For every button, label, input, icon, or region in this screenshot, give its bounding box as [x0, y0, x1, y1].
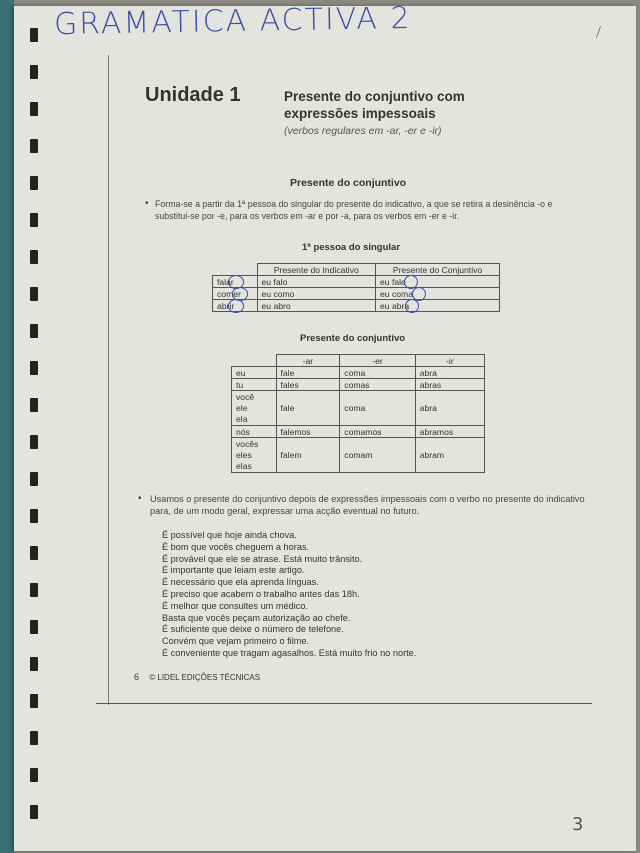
- bullet-marker: •: [145, 198, 149, 209]
- spiral-ring: [30, 28, 38, 42]
- table-cell: abras: [415, 379, 484, 391]
- table-cell: fale: [276, 367, 340, 379]
- frame-line-bottom: [96, 703, 592, 704]
- list-item: É bom que vocês cheguem a horas.: [162, 541, 310, 552]
- ink-circle-ending: [405, 299, 419, 313]
- example-sentences: [162, 530, 416, 660]
- spiral-ring: [30, 361, 38, 375]
- formation-rule-text: Forma-se a partir da 1ª pessoa do singular do presente do indicativo, a que se retira a desinência -o e substitui-se por -e, para os verbos em -ar e por -a, para os verbos em -er e -ir.: [155, 199, 553, 221]
- table1-title: 1ª pessoa do singular: [302, 242, 401, 253]
- table-cell: abra: [415, 367, 484, 379]
- spiral-ring: [30, 620, 38, 634]
- spiral-ring: [30, 65, 38, 79]
- usage-rule-text: Usamos o presente do conjuntivo depois de expressões impessoais com o verbo no presente do indicativo para, de um modo geral, expressar uma acção eventual no futuro.: [150, 494, 585, 516]
- table-row: [213, 300, 500, 312]
- table-cell: fales: [276, 379, 340, 391]
- table2-header-cell: -ir: [415, 355, 484, 367]
- table-row: [213, 288, 500, 300]
- handwritten-page-number: 3: [572, 814, 584, 835]
- table-cell: comamos: [340, 426, 415, 438]
- table-cell: falemos: [276, 426, 340, 438]
- table-row: [232, 438, 485, 473]
- page-footer: [134, 672, 260, 682]
- table-cell: eu como: [257, 288, 376, 300]
- handwritten-title: GRAMATICA ACTIVA 2: [53, 0, 412, 43]
- list-item: É conveniente que tragam agasalhos. Está muito frio no norte.: [162, 647, 417, 658]
- table-cell: vocês eles elas: [232, 438, 277, 473]
- spiral-ring: [30, 768, 38, 782]
- spiral-ring: [30, 694, 38, 708]
- table2-header-cell: -er: [340, 355, 415, 367]
- spiral-ring: [30, 657, 38, 671]
- spiral-ring: [30, 139, 38, 153]
- conjugation-table: [231, 354, 485, 473]
- table-cell: abra: [415, 391, 484, 426]
- list-item: É melhor que consultes um médico.: [162, 600, 309, 611]
- unit-number: Unidade 1: [145, 84, 241, 106]
- table-cell: falem: [276, 438, 340, 473]
- spiral-ring: [30, 805, 38, 819]
- table2-title: Presente do conjuntivo: [300, 333, 406, 344]
- unit-subtitle: (verbos regulares em -ar, -er e -ir): [284, 125, 442, 137]
- table-row: [232, 391, 485, 426]
- table-cell: nós: [232, 426, 277, 438]
- spiral-ring: [30, 287, 38, 301]
- spiral-ring: [30, 398, 38, 412]
- table-row: [232, 426, 485, 438]
- table-cell: eu coma: [376, 288, 500, 300]
- table1-header-cell: Presente do Conjuntivo: [376, 264, 500, 276]
- spiral-ring: [30, 102, 38, 116]
- table-cell: abramos: [415, 426, 484, 438]
- table-cell: abram: [415, 438, 484, 473]
- list-item: É suficiente que deixe o número de telefone.: [162, 624, 344, 635]
- spiral-ring: [30, 324, 38, 338]
- spiral-ring: [30, 472, 38, 486]
- unit-title: Presente do conjuntivo com expressões impessoais: [284, 89, 465, 121]
- spiral-ring: [30, 176, 38, 190]
- spiral-ring: [30, 731, 38, 745]
- table1-header-cell: [213, 264, 258, 276]
- table-cell: eu abro: [257, 300, 376, 312]
- bullet-marker: •: [138, 493, 142, 504]
- table1-header-row: [213, 264, 500, 276]
- table-cell: eu falo: [257, 276, 376, 288]
- table-cell: eu: [232, 367, 277, 379]
- list-item: É preciso que acabem o trabalho antes das 18h.: [162, 588, 360, 599]
- list-item: É possível que hoje ainda chova.: [162, 530, 297, 540]
- page-number: 6: [134, 672, 140, 682]
- table-row: [213, 276, 500, 288]
- table-cell: coma: [340, 367, 415, 379]
- frame-line-left: [108, 55, 109, 705]
- table-cell: você ele ela: [232, 391, 277, 426]
- spiral-ring: [30, 435, 38, 449]
- table2-header-row: [232, 355, 485, 367]
- table2-header-cell: -ar: [276, 355, 340, 367]
- table-cell: comam: [340, 438, 415, 473]
- table-row: [232, 367, 485, 379]
- ink-circle-ending: [228, 299, 244, 313]
- publisher-credit: © LIDEL EDIÇÕES TÉCNICAS: [149, 673, 261, 682]
- table-cell: coma: [340, 391, 415, 426]
- spiral-ring: [30, 583, 38, 597]
- table-cell: falar: [213, 276, 258, 288]
- list-item: É necessário que ela aprenda línguas.: [162, 577, 319, 588]
- table-cell: eu abra: [376, 300, 500, 312]
- binder-edge: [0, 0, 14, 853]
- table-row: [232, 379, 485, 391]
- table-cell: fale: [276, 391, 340, 426]
- table1-header-cell: Presente do Indicativo: [257, 264, 376, 276]
- list-item: É provável que ele se atrase. Está muito trânsito.: [162, 553, 363, 564]
- table2-header-cell: [232, 355, 277, 367]
- table-cell: comas: [340, 379, 415, 391]
- spiral-ring: [30, 546, 38, 560]
- spiral-ring: [30, 250, 38, 264]
- section-title: Presente do conjuntivo: [290, 177, 407, 189]
- table-cell: abrir: [213, 300, 258, 312]
- spiral-ring: [30, 509, 38, 523]
- table-cell: eu fale: [376, 276, 500, 288]
- spiral-ring: [30, 213, 38, 227]
- list-item: Convém que vejam primeiro o filme.: [162, 636, 310, 647]
- list-item: É importante que leiam este artigo.: [162, 565, 305, 576]
- table-cell: tu: [232, 379, 277, 391]
- list-item: Basta que vocês peçam autorização ao chefe.: [162, 612, 351, 623]
- singular-table: [212, 263, 500, 312]
- table-cell: comer: [213, 288, 258, 300]
